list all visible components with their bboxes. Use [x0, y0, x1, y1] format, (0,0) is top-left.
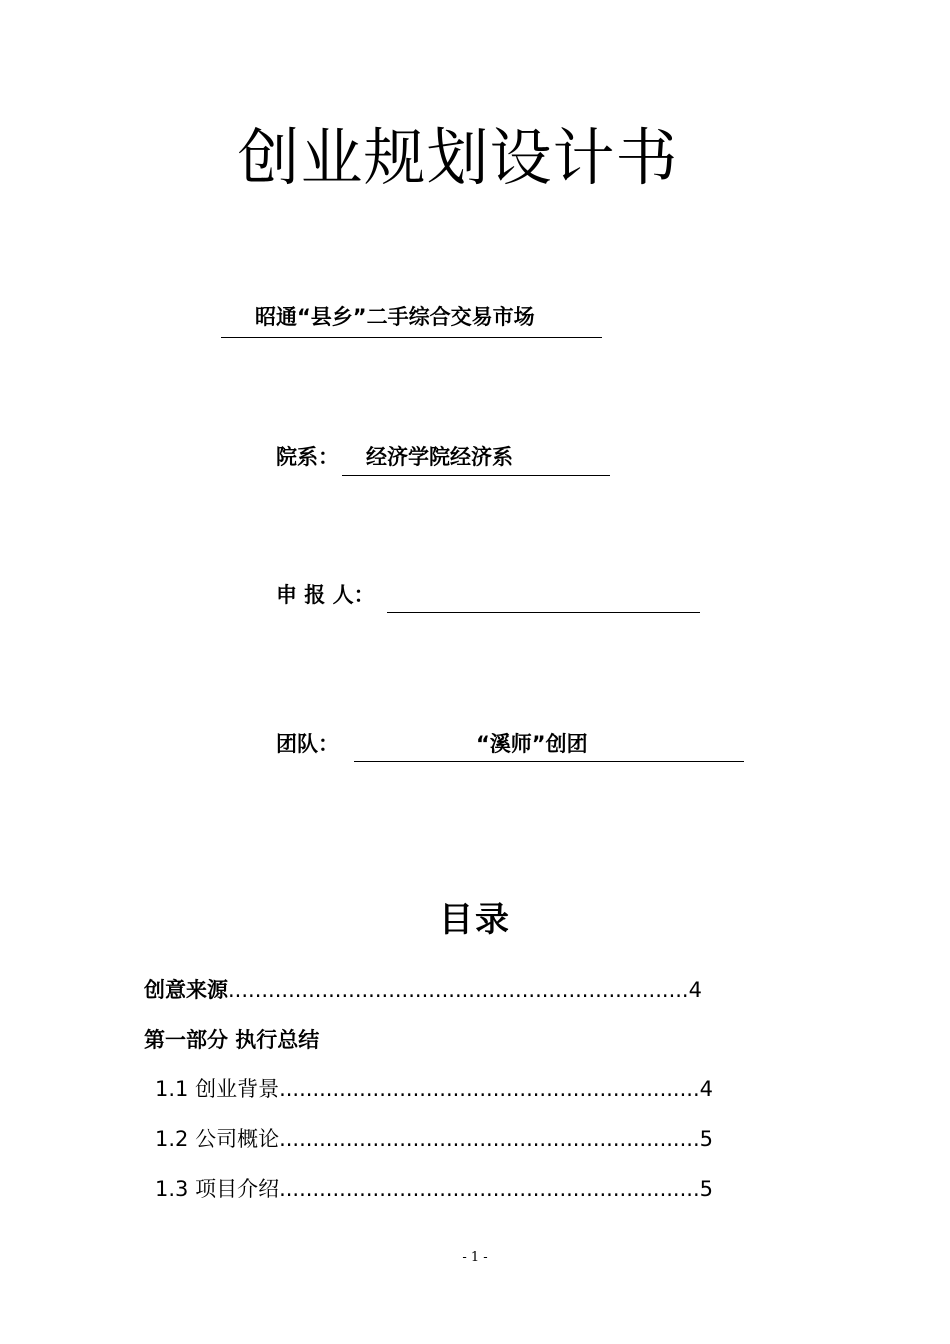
toc-entry[interactable]	[144, 1025, 319, 1055]
project-name: 昭通“县乡”二手综合交易市场	[255, 305, 535, 329]
toc-entry-leader: ...............................................................	[279, 1077, 700, 1101]
applicant-label: 申 报 人：	[276, 583, 375, 607]
toc-entry[interactable]	[144, 975, 702, 1005]
toc-entry-leader: ...............................................................	[279, 1177, 700, 1201]
team-underline	[354, 761, 744, 762]
department-label: 院系：	[276, 445, 339, 469]
applicant-underline	[387, 612, 700, 613]
toc-entry-page: 4	[688, 978, 702, 1002]
toc-entry[interactable]	[155, 1074, 713, 1104]
toc-heading: 目录	[439, 900, 511, 940]
team-value: “溪师”创团	[476, 732, 588, 756]
toc-entry[interactable]	[155, 1174, 713, 1204]
toc-entry-page: 5	[699, 1127, 713, 1151]
toc-entry-label: 1.1 创业背景	[155, 1077, 280, 1101]
toc-entry-page: 4	[699, 1077, 713, 1101]
toc-entry-label: 创意来源	[144, 978, 228, 1002]
toc-entry-page: 5	[699, 1177, 713, 1201]
toc-entry-label: 第一部分 执行总结	[144, 1028, 320, 1052]
toc-entry-label: 1.3 项目介绍	[155, 1177, 280, 1201]
page-number: - 1 -	[462, 1250, 488, 1265]
toc-entry-leader: .....................................................................	[228, 978, 689, 1002]
document-title: 创业规划设计书	[237, 121, 679, 194]
toc-entry[interactable]	[155, 1124, 713, 1154]
department-value: 经济学院经济系	[366, 445, 513, 469]
toc-entry-leader: ...............................................................	[279, 1127, 700, 1151]
department-underline	[342, 475, 610, 476]
toc-entry-label: 1.2 公司概论	[155, 1127, 280, 1151]
team-label: 团队：	[276, 732, 339, 756]
project-name-underline	[221, 337, 602, 338]
